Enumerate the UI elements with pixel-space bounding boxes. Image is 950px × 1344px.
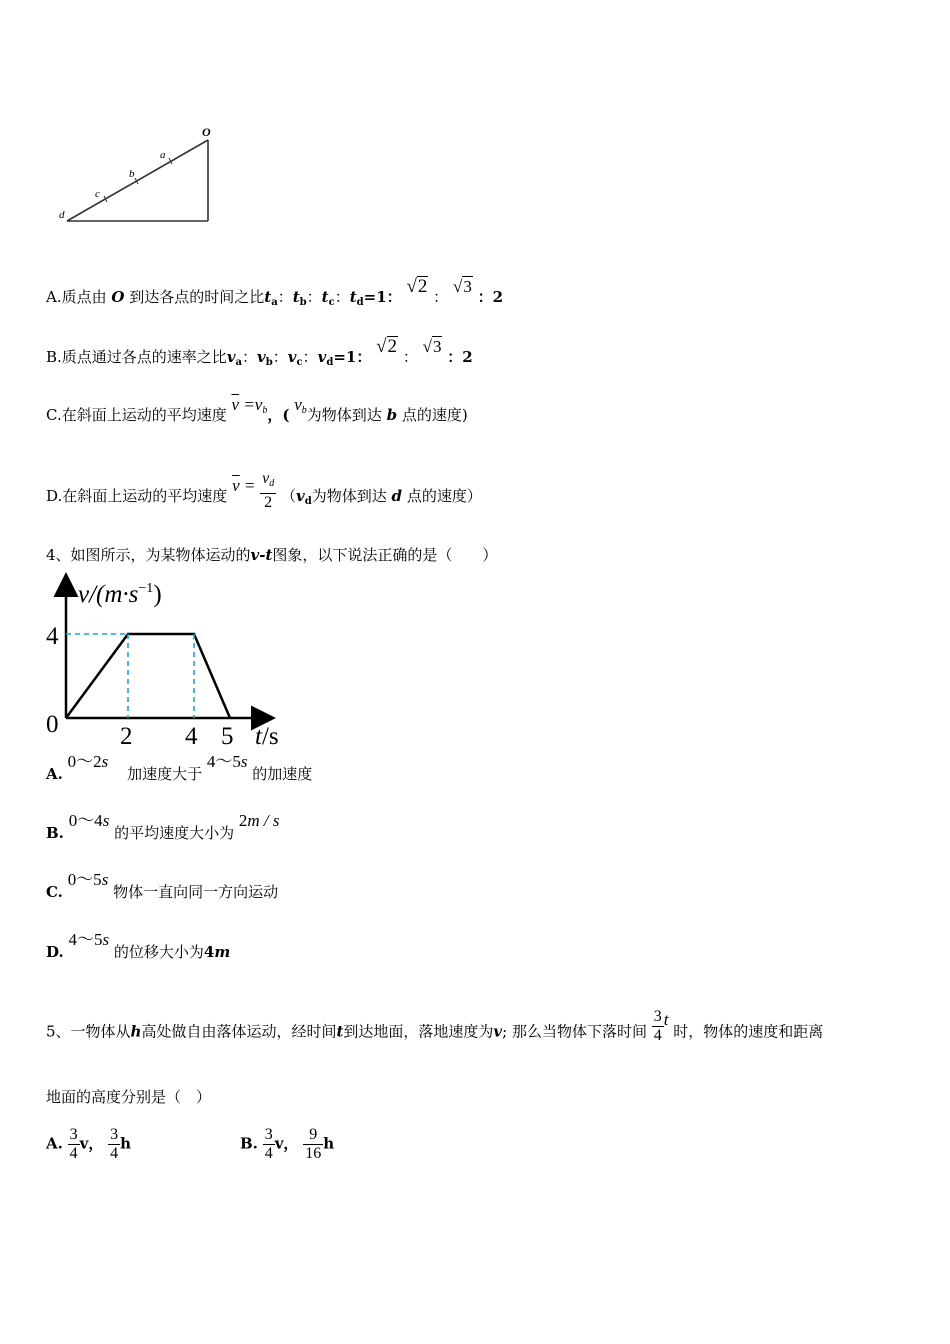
x-axis-label: t/s (255, 723, 279, 750)
y-axis-label: $v/(m\cdot s^{-1})$ (78, 581, 162, 608)
label-o: O (202, 125, 211, 139)
label-a: a (160, 149, 166, 161)
origin-label: 0 (46, 711, 59, 738)
q4-option-a: A. 0～2s 加速度大于 4～5s 的加速度 (46, 752, 313, 783)
sqrt-2: √2 (376, 336, 398, 357)
q4-option-b: B. 0～4s 的平均速度大小为 2m / s (46, 811, 280, 842)
sqrt-2: √2 (406, 276, 428, 297)
x-tick-5: 5 (221, 723, 234, 750)
q3-option-c: C.在斜面上运动的平均速度 $\overline{v} =v_b$，( $v_b$为物体到达 b 点的速度) (46, 395, 468, 424)
q3-option-a: A.质点由 O 到达各点的时间之比$t_a$：$t_b$：$t_c$：$t_d=1$： √2 ： √3 ：2 (46, 276, 504, 308)
sqrt-3: √3 (452, 277, 472, 296)
vt-curve (66, 634, 230, 718)
q4-stem: 4、如图所示，为某物体运动的v-t图象，以下说法正确的是（ ） (46, 546, 498, 564)
x-tick-2: 2 (120, 723, 133, 750)
vt-graph (40, 572, 300, 754)
incline-figure (55, 120, 225, 230)
q3-option-b: B.质点通过各点的速率之比$v_a$：$v_b$：$v_c$：$v_d=1$： √2 ： √3 ：2 (46, 336, 473, 368)
q4-option-c: C. 0～5s 物体一直向同一方向运动 (46, 870, 279, 901)
label-b: b (129, 168, 135, 180)
q3-option-d: D.在斜面上运动的平均速度 $\overline{v}$ = $\frac{v_d}{2}$ （$v_d$为物体到达 d 点的速度） (46, 470, 482, 511)
y-tick-4: 4 (46, 623, 59, 650)
sqrt-3: √3 (422, 337, 442, 356)
label-c: c (95, 188, 100, 200)
q5-option-b: B. $\frac{3}{4}$ v， $\frac{9}{16}$ h (240, 1126, 335, 1162)
q5-stem-line1: 5、一物体从h高处做自由落体运动，经时间t到达地面，落地速度为v; 那么当物体下落时间 $\frac{3}{4}$ t 时，物体的速度和距离 (46, 1008, 824, 1044)
q5-option-a: A. $\frac{3}{4}$ v， $\frac{3}{4}$ h (46, 1126, 132, 1162)
q4-option-d: D. 4～5s 的位移大小为4m (46, 930, 231, 961)
incline-hypotenuse (67, 140, 208, 221)
label-d: d (59, 209, 65, 221)
q5-stem-line2: 地面的高度分别是（ ） (46, 1088, 212, 1106)
x-tick-4: 4 (185, 723, 198, 750)
fraction-vd-over-2: $\frac{v_d}{2}$ (262, 470, 275, 511)
fraction-3-4: $\frac{3}{4}$ (653, 1008, 662, 1044)
